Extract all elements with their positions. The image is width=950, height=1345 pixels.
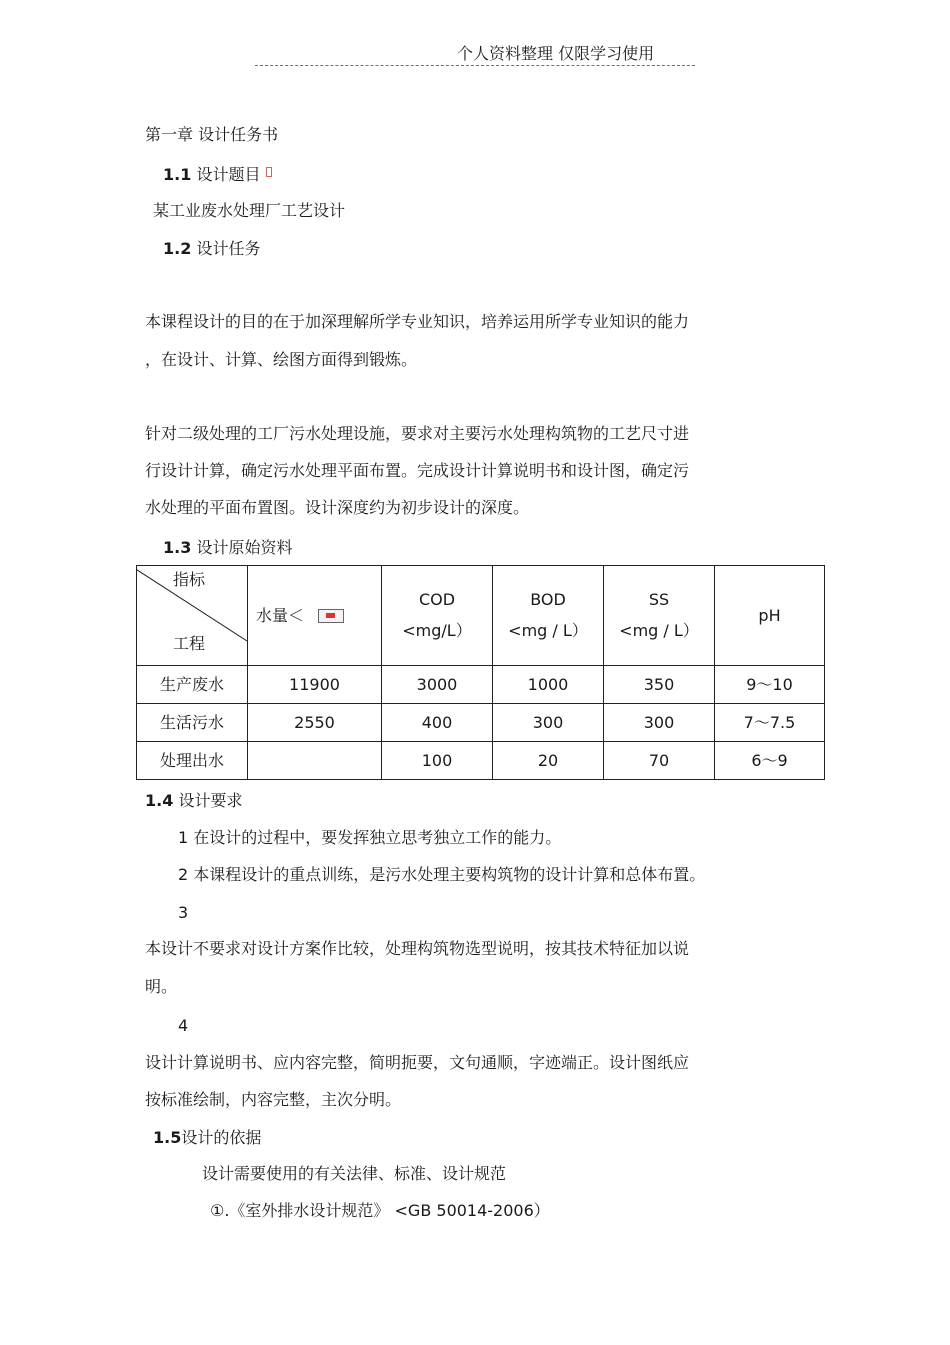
flow-header-label: 水量＜ bbox=[256, 605, 305, 625]
paragraph-line: 针对二级处理的工厂污水处理设施，要求对主要污水处理构筑物的工艺尺寸进 bbox=[145, 424, 690, 443]
ph-cell: 6～9 bbox=[715, 742, 825, 780]
section-1-5-heading bbox=[153, 1130, 261, 1146]
section-number: 1.1 bbox=[163, 165, 192, 184]
corner-top-label: 指标 bbox=[173, 570, 206, 589]
section-1-3-heading bbox=[163, 540, 292, 556]
basis-item: ①.《室外排水设计规范》 <GB 50014-2006） bbox=[210, 1201, 550, 1220]
ph-cell: 7～7.5 bbox=[715, 704, 825, 742]
section-1-2-heading bbox=[163, 241, 260, 257]
ss-header-label: SS bbox=[648, 590, 670, 610]
table-row bbox=[137, 704, 825, 742]
table-row bbox=[137, 666, 825, 704]
section-number: 1.4 bbox=[145, 791, 174, 810]
section-title: 设计的依据 bbox=[181, 1128, 262, 1147]
ss-cell: 300 bbox=[604, 704, 715, 742]
paragraph-line: 设计计算说明书、应内容完整，简明扼要，文句通顺，字迹端正。设计图纸应 bbox=[145, 1053, 690, 1072]
cod-header-cell bbox=[382, 566, 493, 666]
cod-cell: 400 bbox=[382, 704, 493, 742]
ss-header-unit: <mg / L） bbox=[619, 620, 699, 640]
flow-header-cell bbox=[248, 566, 382, 666]
section-title: 设计原始资料 bbox=[196, 538, 293, 557]
ph-cell: 9～10 bbox=[715, 666, 825, 704]
row-name: 处理出水 bbox=[137, 742, 248, 780]
requirement-number: 3 bbox=[178, 903, 189, 922]
corner-header-cell bbox=[137, 566, 248, 666]
ss-cell: 70 bbox=[604, 742, 715, 780]
requirement-item: 1 在设计的过程中，要发挥独立思考独立工作的能力。 bbox=[178, 828, 562, 847]
section-1-4-heading bbox=[145, 793, 242, 809]
section-title: 设计任务 bbox=[196, 239, 261, 258]
basis-intro: 设计需要使用的有关法律、标准、设计规范 bbox=[202, 1164, 507, 1183]
cod-header-label: COD bbox=[418, 590, 456, 610]
bod-cell: 300 bbox=[493, 704, 604, 742]
flow-cell: 2550 bbox=[248, 704, 382, 742]
design-data-table bbox=[136, 565, 825, 780]
page-header: 个人资料整理 仅限学习使用 bbox=[457, 44, 655, 63]
project-title: 某工业废水处理厂工艺设计 bbox=[153, 201, 346, 220]
flow-cell bbox=[248, 742, 382, 780]
row-name: 生产废水 bbox=[137, 666, 248, 704]
cod-cell: 100 bbox=[382, 742, 493, 780]
bod-cell: 1000 bbox=[493, 666, 604, 704]
section-number: 1.3 bbox=[163, 538, 192, 557]
bod-header-label: BOD bbox=[530, 590, 566, 610]
flow-cell: 11900 bbox=[248, 666, 382, 704]
broken-image-icon bbox=[318, 609, 344, 623]
paragraph-line: 明。 bbox=[145, 977, 178, 996]
table-row bbox=[137, 742, 825, 780]
cod-header-unit: <mg/L） bbox=[402, 620, 472, 640]
paragraph-line: 本设计不要求对设计方案作比较，处理构筑物选型说明，按其技术特征加以说 bbox=[145, 939, 690, 958]
ss-header-cell bbox=[604, 566, 715, 666]
corner-bottom-label: 工程 bbox=[173, 634, 206, 653]
bod-header-unit: <mg / L） bbox=[508, 620, 588, 640]
section-number: 1.5 bbox=[153, 1128, 182, 1147]
requirement-number: 4 bbox=[178, 1016, 189, 1035]
broken-image-icon bbox=[266, 167, 272, 177]
table-header-row bbox=[137, 566, 825, 666]
cod-cell: 3000 bbox=[382, 666, 493, 704]
paragraph-line: 本课程设计的目的在于加深理解所学专业知识，培养运用所学专业知识的能力 bbox=[145, 312, 690, 331]
section-1-1-heading bbox=[163, 167, 272, 183]
section-title: 设计题目 bbox=[196, 165, 261, 184]
ss-cell: 350 bbox=[604, 666, 715, 704]
header-divider bbox=[255, 65, 695, 66]
ph-header-cell bbox=[715, 566, 825, 666]
paragraph-line: ，在设计、计算、绘图方面得到锻炼。 bbox=[145, 350, 418, 369]
bod-cell: 20 bbox=[493, 742, 604, 780]
row-name: 生活污水 bbox=[137, 704, 248, 742]
section-title: 设计要求 bbox=[178, 791, 243, 810]
paragraph-line: 按标准绘制，内容完整，主次分明。 bbox=[145, 1090, 402, 1109]
paragraph-line: 水处理的平面布置图。设计深度约为初步设计的深度。 bbox=[145, 498, 530, 517]
chapter-title: 第一章 设计任务书 bbox=[145, 125, 279, 144]
bod-header-cell bbox=[493, 566, 604, 666]
paragraph-line: 行设计计算，确定污水处理平面布置。完成设计计算说明书和设计图，确定污 bbox=[145, 461, 690, 480]
section-number: 1.2 bbox=[163, 239, 192, 258]
ph-header-label: pH bbox=[758, 605, 781, 625]
requirement-item: 2 本课程设计的重点训练，是污水处理主要构筑物的设计计算和总体布置。 bbox=[178, 865, 706, 884]
